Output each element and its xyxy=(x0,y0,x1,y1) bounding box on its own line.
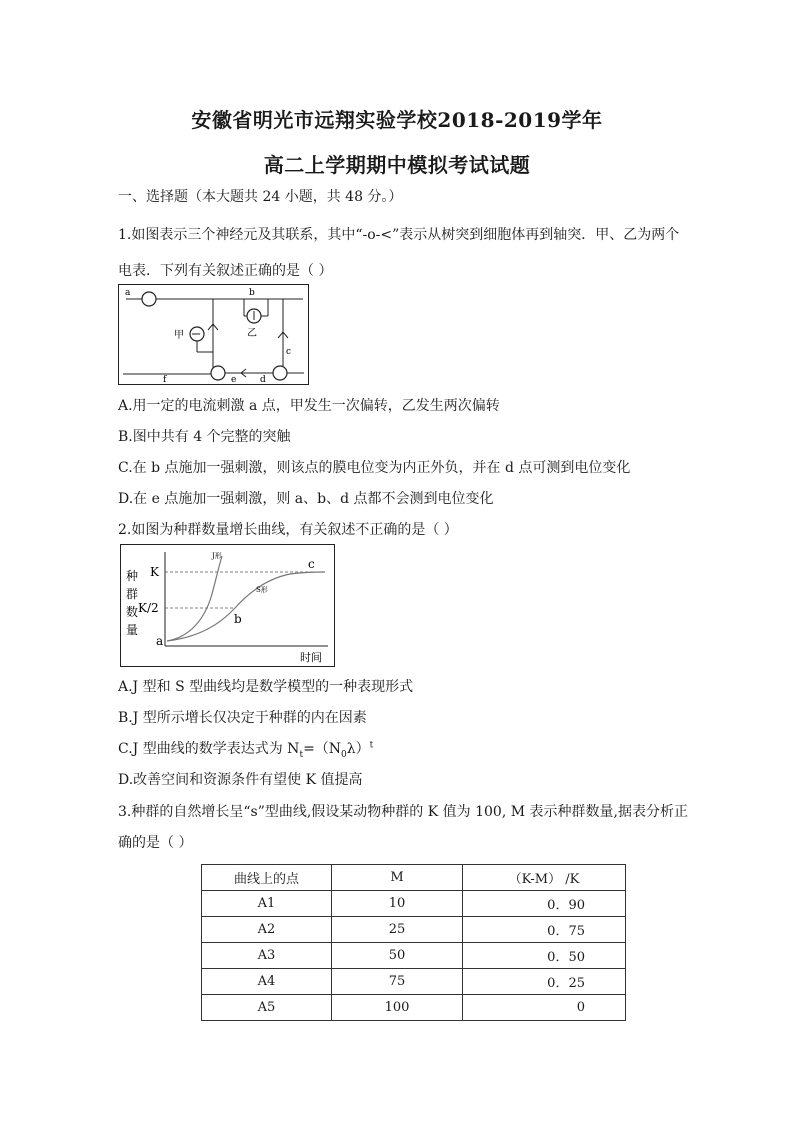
q2-option-c-sup-t: t xyxy=(369,740,374,751)
q3-stem-line1: 3.种群的自然增长呈“s”型曲线,假设某动物种群的 K 值为 100, M 表示种群数量,据表分析正 xyxy=(118,804,688,820)
q1-stem-line2: 电表．下列有关叙述正确的是（ ） xyxy=(118,263,333,279)
q1-label-jia: 甲 xyxy=(174,330,184,341)
q2-label-c: c xyxy=(308,557,315,571)
table-header-cell: （K-M） /K xyxy=(463,865,626,891)
table-header-row xyxy=(202,865,626,891)
table-cell: 0．25 xyxy=(463,969,626,995)
q2-option-d: D.改善空间和资源条件有望使 K 值提高 xyxy=(118,772,363,788)
q2-y-label-2: 群 xyxy=(126,587,139,601)
q2-x-label: 时间 xyxy=(300,651,322,664)
q2-y-label-3: 数 xyxy=(126,605,139,619)
section-heading: 一、选择题（本大题共 24 小题，共 48 分。） xyxy=(118,189,403,205)
q2-option-a: A.J 型和 S 型曲线均是数学模型的一种表现形式 xyxy=(118,679,414,695)
table-header-cell: 曲线上的点 xyxy=(202,865,332,891)
q1-label-d: d xyxy=(260,375,266,385)
q2-y-label-4: 量 xyxy=(126,623,139,637)
table-cell: 0．50 xyxy=(463,943,626,969)
q3-stem-line2: 确的是（ ） xyxy=(118,835,193,851)
q2-label-s: S形 xyxy=(256,586,268,594)
q2-label-k: K xyxy=(150,565,159,579)
q2-option-b: B.J 型所示增长仅决定于种群的内在因素 xyxy=(118,710,367,726)
q2-option-c-prefix: C.J 型曲线的数学表达式为 N xyxy=(118,741,300,757)
table-row xyxy=(202,943,626,969)
q1-label-yi: 乙 xyxy=(247,328,257,339)
q1-option-c: C.在 b 点施加一强刺激，则该点的膜电位变为内正外负，并在 d 点可测到电位变化 xyxy=(118,460,631,476)
q1-stem-line1: 1.如图表示三个神经元及其联系，其中“-o-<”表示从树突到细胞体再到轴突．甲、乙为两个 xyxy=(118,227,680,243)
table-row xyxy=(202,891,626,917)
q1-label-a: a xyxy=(125,288,131,298)
q1-label-c: c xyxy=(286,347,292,357)
table-cell: 0 xyxy=(463,995,626,1021)
q2-label-j: J形 xyxy=(212,552,222,560)
table-cell: A2 xyxy=(202,917,332,943)
table-cell: 0．75 xyxy=(463,917,626,943)
table-cell: 10 xyxy=(332,891,463,917)
q2-label-a: a xyxy=(156,634,164,648)
q1-option-a: A.用一定的电流刺激 a 点，甲发生一次偏转，乙发生两次偏转 xyxy=(118,398,500,414)
neuron-3-body xyxy=(273,366,287,380)
q2-y-label-1: 种 xyxy=(126,569,139,583)
table-cell: 50 xyxy=(332,943,463,969)
page-title-line2: 高二上学期期中模拟考试试题 xyxy=(263,153,531,177)
table-cell: A3 xyxy=(202,943,332,969)
q2-label-b: b xyxy=(234,612,242,626)
table-cell: 75 xyxy=(332,969,463,995)
neuron-1-body xyxy=(142,292,156,306)
table-cell: 25 xyxy=(332,917,463,943)
q2-growth-curve-figure xyxy=(120,544,336,668)
table-cell: A5 xyxy=(202,995,332,1021)
q2-option-c-suffix: λ） xyxy=(346,741,370,757)
q1-neuron-figure xyxy=(118,284,310,386)
q1-label-e: e xyxy=(231,375,237,385)
table-row xyxy=(202,969,626,995)
table-cell: 100 xyxy=(332,995,463,1021)
q2-option-c-mid: =（N xyxy=(303,741,342,757)
q1-option-d: D.在 e 点施加一强刺激，则 a、b、d 点都不会测到电位变化 xyxy=(118,491,494,507)
q1-label-b: b xyxy=(249,288,255,298)
table-row xyxy=(202,917,626,943)
q2-option-c-sub-t: t xyxy=(299,749,304,760)
page-title-line1: 安徽省明光市远翔实验学校2018-2019学年 xyxy=(191,108,603,132)
table-cell: 0．90 xyxy=(463,891,626,917)
q2-stem: 2.如图为种群数量增长曲线，有关叙述不正确的是（ ） xyxy=(118,522,458,538)
table-cell: A4 xyxy=(202,969,332,995)
table-cell: A1 xyxy=(202,891,332,917)
q2-option-c xyxy=(118,738,373,760)
table-row xyxy=(202,995,626,1021)
q1-option-b: B.图中共有 4 个完整的突触 xyxy=(118,429,291,445)
neuron-2-body xyxy=(211,366,225,380)
q2-option-c-sub-0: 0 xyxy=(341,749,347,760)
q3-data-table xyxy=(201,864,626,1021)
q2-label-k2: K/2 xyxy=(138,601,159,615)
table-header-cell: M xyxy=(332,865,463,891)
q1-label-f: f xyxy=(163,375,167,385)
